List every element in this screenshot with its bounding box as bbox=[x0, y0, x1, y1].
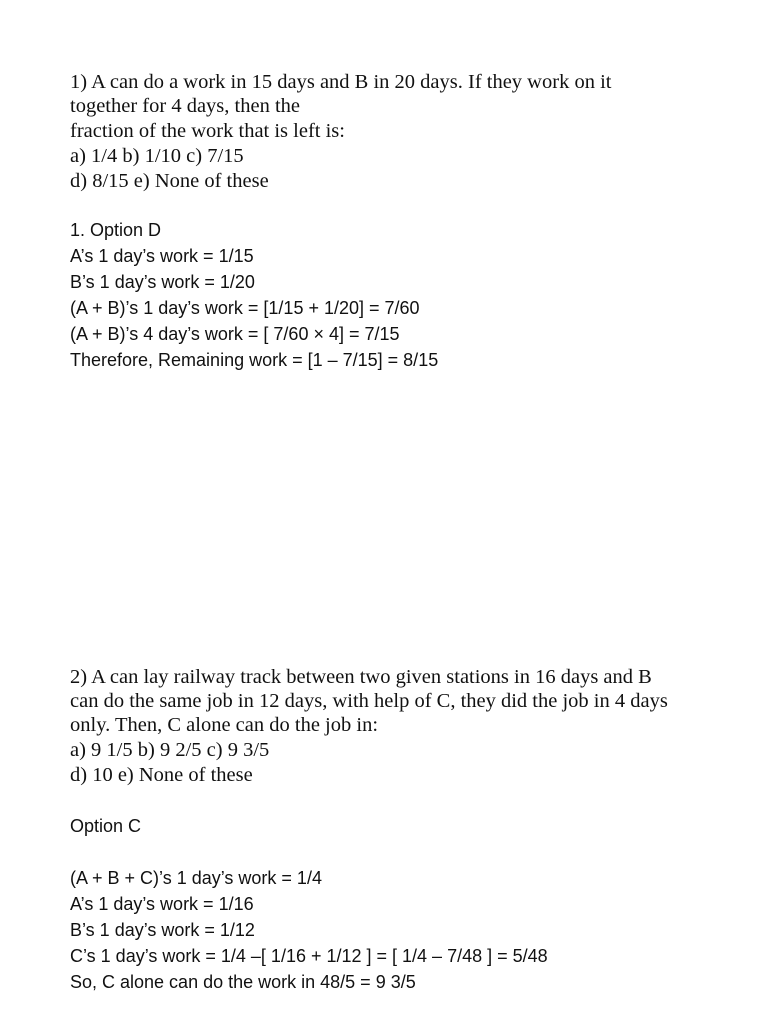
answer-2-step-4: C’s 1 day’s work = 1/4 –[ 1/16 + 1/12 ] = [ 1/4 – 7/48 ] = 5/48 bbox=[70, 946, 548, 966]
question-1-line-3: fraction of the work that is left is: bbox=[70, 120, 345, 142]
answer-1-step-1: A’s 1 day’s work = 1/15 bbox=[70, 246, 254, 266]
answer-1-step-2: B’s 1 day’s work = 1/20 bbox=[70, 272, 255, 292]
answer-2-step-3: B’s 1 day’s work = 1/12 bbox=[70, 920, 255, 940]
answer-1-option: 1. Option D bbox=[70, 220, 162, 240]
answer-1-step-3: (A + B)’s 1 day’s work = [1/15 + 1/20] = 7/60 bbox=[70, 298, 420, 318]
answer-1-conclusion: Therefore, Remaining work = [1 – 7/15] = 8/15 bbox=[70, 350, 439, 370]
answer-1-step-4: (A + B)’s 4 day’s work = [ 7/60 × 4] = 7/15 bbox=[70, 324, 400, 344]
question-2-line-1: 2) A can lay railway track between two given stations in 16 days and B bbox=[70, 666, 652, 688]
question-1-line-1: 1) A can do a work in 15 days and B in 20 days. If they work on it bbox=[70, 71, 612, 93]
answer-2-step-1: (A + B + C)’s 1 day’s work = 1/4 bbox=[70, 868, 322, 888]
answer-2-step-2: A’s 1 day’s work = 1/16 bbox=[70, 894, 254, 914]
question-1-line-2: together for 4 days, then the bbox=[70, 95, 300, 117]
question-1-options-line-2: d) 8/15 e) None of these bbox=[70, 170, 269, 192]
question-2-line-3: only. Then, C alone can do the job in: bbox=[70, 714, 379, 736]
answer-2-conclusion: So, C alone can do the work in 48/5 = 9 3/5 bbox=[70, 972, 416, 992]
question-2-options-line-1: a) 9 1/5 b) 9 2/5 c) 9 3/5 bbox=[70, 739, 270, 761]
question-1-options-line-1: a) 1/4 b) 1/10 c) 7/15 bbox=[70, 145, 244, 167]
question-2-options-line-2: d) 10 e) None of these bbox=[70, 764, 253, 786]
question-2-line-2: can do the same job in 12 days, with help of C, they did the job in 4 days bbox=[70, 690, 668, 712]
answer-2-option: Option C bbox=[70, 816, 142, 836]
